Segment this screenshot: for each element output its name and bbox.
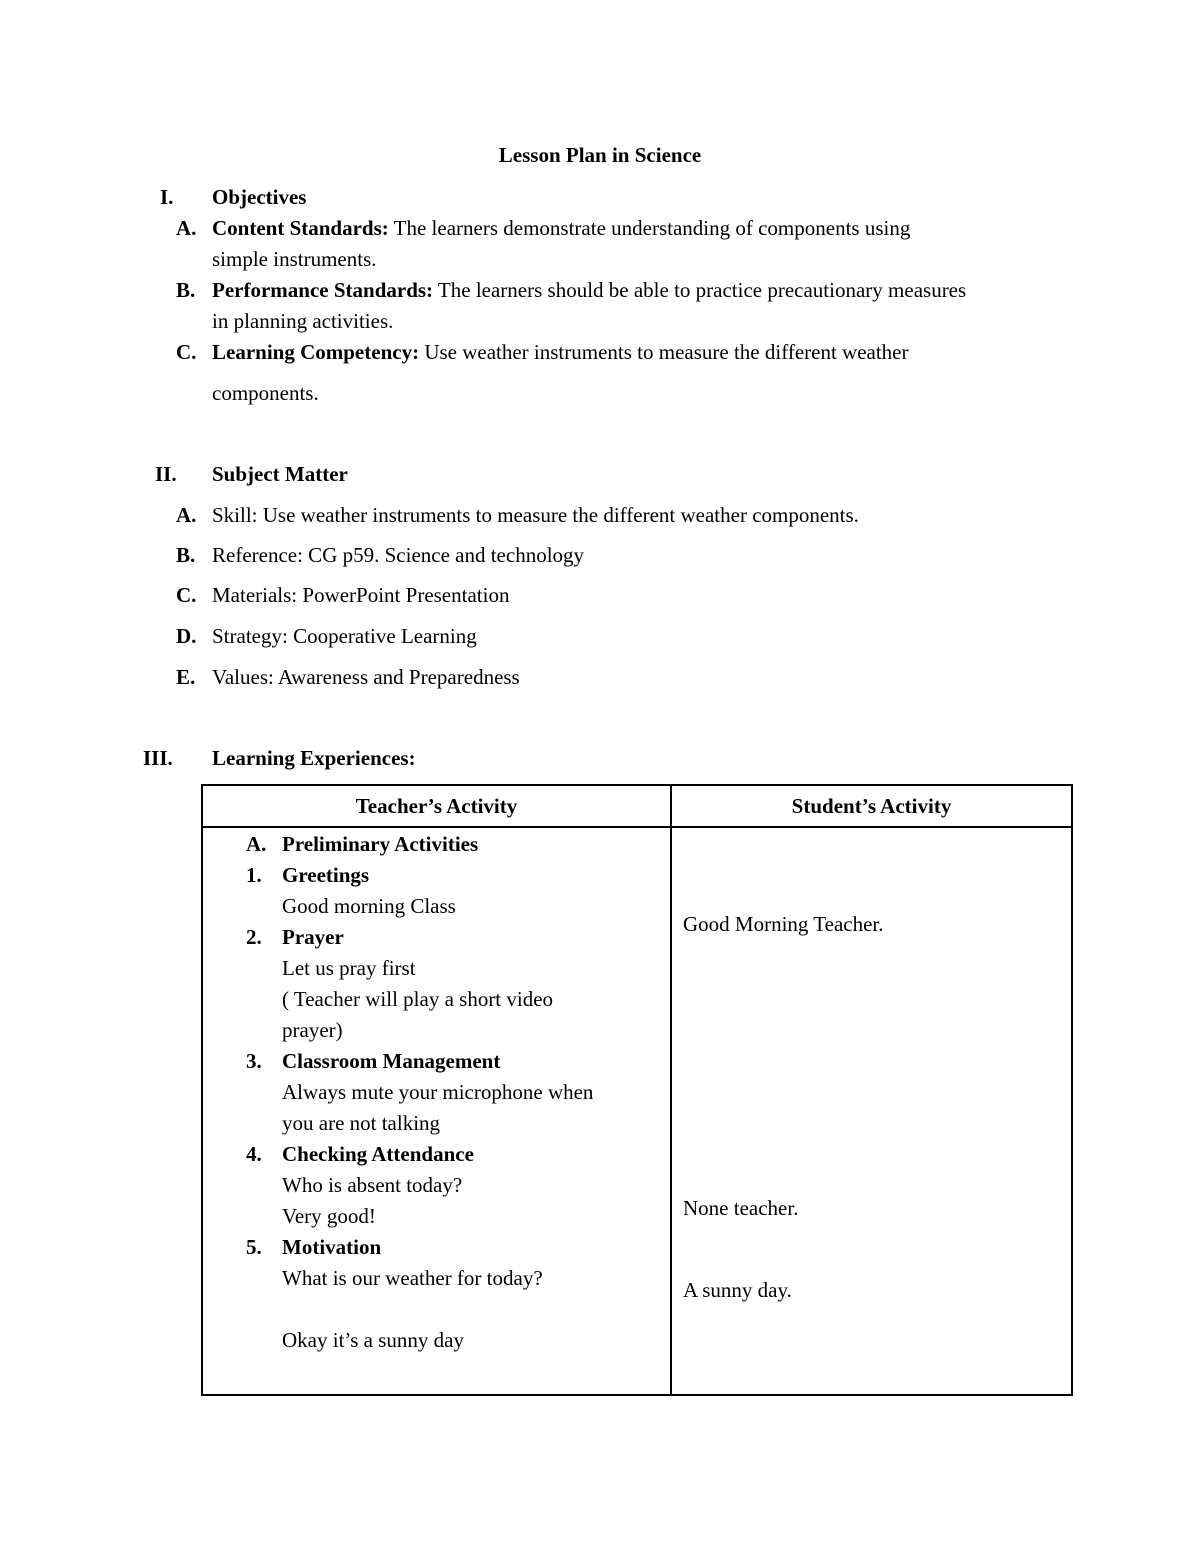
step-number: 2. (246, 925, 262, 949)
objective-line (212, 342, 909, 363)
step-title: Classroom Management (282, 1049, 501, 1073)
student-activity-content (672, 828, 1071, 1394)
step-number: 5. (246, 1235, 262, 1259)
subject-item-letter: C. (176, 583, 197, 607)
objective-line (212, 280, 966, 301)
objective-continuation: components. (212, 381, 319, 405)
section-number-learning-experiences: III. (143, 746, 173, 770)
step-line: you are not talking (282, 1111, 441, 1135)
section-heading-learning-experiences: Learning Experiences: (212, 746, 416, 770)
step-line: Okay it’s a sunny day (282, 1328, 464, 1352)
objective-label: Content Standards: (212, 216, 389, 240)
objective-line (212, 218, 910, 239)
objective-text: Use weather instruments to measure the different weather (419, 340, 909, 364)
step-title: Checking Attendance (282, 1142, 474, 1166)
section-heading-objectives: Objectives (212, 185, 307, 209)
table-row (202, 827, 1072, 1395)
subject-item-text: Reference: CG p59. Science and technology (212, 543, 585, 567)
step-number: 1. (246, 863, 262, 887)
subject-item-text: Strategy: Cooperative Learning (212, 624, 477, 648)
table-header-student: Student’s Activity (671, 785, 1072, 827)
student-response: Good Morning Teacher. (683, 912, 884, 936)
objective-continuation: in planning activities. (212, 309, 394, 333)
section-number-objectives: I. (160, 185, 174, 209)
step-line: Good morning Class (282, 894, 456, 918)
step-line: What is our weather for today? (282, 1266, 543, 1290)
subject-item-letter: E. (176, 665, 196, 689)
activity-section-letter: A. (246, 832, 267, 856)
step-line: Very good! (282, 1204, 376, 1228)
student-response: None teacher. (683, 1196, 799, 1220)
objective-label: Learning Competency: (212, 340, 420, 364)
step-number: 4. (246, 1142, 262, 1166)
section-number-subject-matter: II. (155, 462, 177, 486)
step-line: Always mute your microphone when (282, 1080, 594, 1104)
subject-item-text: Values: Awareness and Preparedness (212, 665, 520, 689)
subject-item-text: Skill: Use weather instruments to measure the different weather components. (212, 503, 859, 527)
step-title: Greetings (282, 863, 370, 887)
activity-section-title: Preliminary Activities (282, 832, 479, 856)
objective-continuation: simple instruments. (212, 247, 377, 271)
step-number: 3. (246, 1049, 262, 1073)
teacher-activity-cell (202, 827, 671, 1395)
step-line: Who is absent today? (282, 1173, 463, 1197)
step-title: Motivation (282, 1235, 382, 1259)
step-line: prayer) (282, 1018, 343, 1042)
page-title: Lesson Plan in Science (498, 143, 702, 167)
teacher-activity-content (203, 828, 670, 1394)
subject-item-letter: A. (176, 503, 197, 527)
step-title: Prayer (282, 925, 344, 949)
objective-label: Performance Standards: (212, 278, 434, 302)
subject-item-letter: B. (176, 543, 196, 567)
subject-item-text: Materials: PowerPoint Presentation (212, 583, 510, 607)
objective-letter: C. (176, 340, 197, 364)
objective-letter: A. (176, 216, 197, 240)
student-activity-cell (671, 827, 1072, 1395)
step-line: ( Teacher will play a short video (282, 987, 554, 1011)
table-header-teacher: Teacher’s Activity (202, 785, 671, 827)
objective-letter: B. (176, 278, 196, 302)
objective-text: The learners demonstrate understanding of components using (388, 216, 911, 240)
student-response: A sunny day. (683, 1278, 792, 1302)
section-heading-subject-matter: Subject Matter (212, 462, 348, 486)
subject-item-letter: D. (176, 624, 197, 648)
step-line: Let us pray first (282, 956, 416, 980)
table-header-row (202, 785, 1072, 827)
objective-text: The learners should be able to practice precautionary measures (433, 278, 967, 302)
activities-table (201, 784, 1073, 1396)
